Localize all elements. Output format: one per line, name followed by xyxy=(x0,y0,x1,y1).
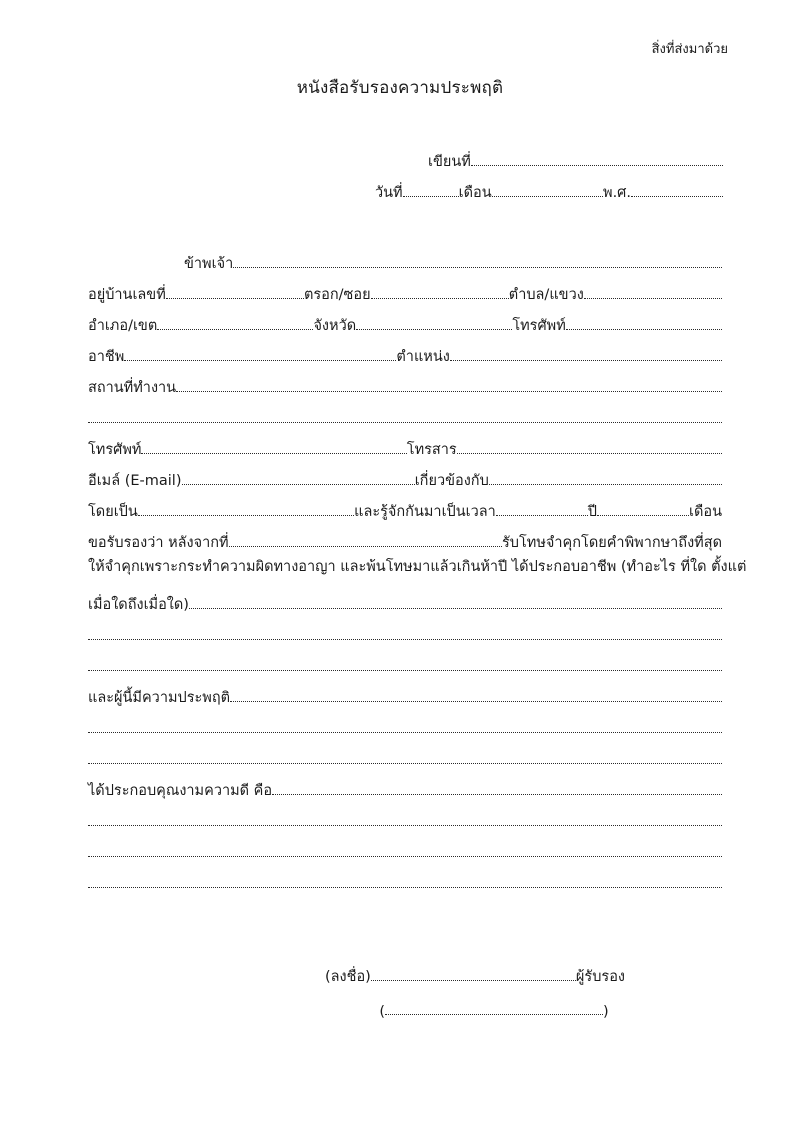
written-at-row xyxy=(375,140,723,171)
form-body xyxy=(88,242,747,893)
workplace-label: สถานที่ทำงาน xyxy=(88,379,177,396)
subdistrict-label: ตำบล/แขวง xyxy=(508,286,584,303)
subdistrict-input[interactable] xyxy=(584,298,722,299)
fax-label: โทรสาร xyxy=(406,441,457,458)
known-duration-label: และรู้จักกันมาเป็นเวลา xyxy=(354,503,496,520)
occupation-detail-input[interactable] xyxy=(189,608,722,609)
fax-input[interactable] xyxy=(457,453,722,454)
phone-label: โทรศัพท์ xyxy=(512,317,566,334)
occupation-detail-continuation-1 xyxy=(88,614,722,645)
month-label: เดือน xyxy=(458,184,492,201)
occupation-label: อาชีพ xyxy=(88,348,125,365)
relationship-duration-row xyxy=(88,490,722,521)
certify-subject-input[interactable] xyxy=(229,546,502,547)
conduct-input[interactable] xyxy=(230,701,722,702)
attachment-note: สิ่งที่ส่งมาด้วย xyxy=(651,42,728,57)
merit-continuation-input-3[interactable] xyxy=(88,887,722,888)
phone-input[interactable] xyxy=(566,329,722,330)
workplace-continuation-input[interactable] xyxy=(88,422,722,423)
header-place-date-block xyxy=(375,140,723,202)
conduct-continuation-2 xyxy=(88,738,722,769)
known-years-input[interactable] xyxy=(496,515,588,516)
conduct-label: และผู้นี้มีความประพฤติ xyxy=(88,689,231,706)
merit-row xyxy=(88,769,722,800)
certify-tail-label: รับโทษจำคุกโดยคำพิพากษาถึงที่สุด xyxy=(502,534,722,551)
signature-name-input[interactable] xyxy=(385,1014,603,1015)
written-at-label: เขียนที่ xyxy=(428,153,471,170)
certify-paragraph-line-2: ให้จำคุกเพราะกระทำความผิดทางอาญา และพ้นโทษมาแล้วเกินห้าปี ได้ประกอบอาชีพ (ทำอะไร ที่ใด ตั้งแต่ xyxy=(88,559,747,575)
email-input[interactable] xyxy=(182,484,415,485)
being-input[interactable] xyxy=(138,515,354,516)
phone-fax-row xyxy=(88,428,722,459)
phone2-input[interactable] xyxy=(141,453,406,454)
occupation-row xyxy=(88,335,722,366)
declarant-label: ข้าพเจ้า xyxy=(184,255,234,272)
house-no-label: อยู่บ้านเลขที่ xyxy=(88,286,166,303)
name-close-paren: ) xyxy=(603,1004,609,1020)
declarant-input[interactable] xyxy=(233,267,722,268)
merit-continuation-1 xyxy=(88,800,722,831)
district-input[interactable] xyxy=(157,329,313,330)
being-label: โดยเป็น xyxy=(88,503,138,520)
relation-to-input[interactable] xyxy=(489,484,722,485)
merit-continuation-input-1[interactable] xyxy=(88,825,722,826)
known-months-input[interactable] xyxy=(597,515,689,516)
workplace-continuation-row xyxy=(88,397,722,428)
email-label: อีเมล์ (E-mail) xyxy=(88,472,182,489)
merit-continuation-3 xyxy=(88,862,722,893)
merit-input[interactable] xyxy=(272,794,722,795)
district-label: อำเภอ/เขต xyxy=(88,317,158,334)
page-title: หนังสือรับรองความประพฤติ xyxy=(296,78,504,98)
workplace-input[interactable] xyxy=(176,391,722,392)
declarant-row xyxy=(88,242,722,273)
alley-input[interactable] xyxy=(371,298,509,299)
address-row xyxy=(88,273,722,304)
occupation-detail-row xyxy=(88,583,722,614)
signature-input[interactable] xyxy=(371,980,576,981)
occupation-detail-continuation-2 xyxy=(88,645,722,676)
conduct-continuation-1 xyxy=(88,707,722,738)
conduct-row xyxy=(88,676,722,707)
months-label: เดือน xyxy=(689,503,722,520)
merit-continuation-input-2[interactable] xyxy=(88,856,722,857)
district-row xyxy=(88,304,722,335)
occupation-detail-continuation-input-2[interactable] xyxy=(88,670,722,671)
year-label: พ.ศ. xyxy=(603,184,631,201)
years-label: ปี xyxy=(587,503,597,520)
position-input[interactable] xyxy=(450,360,722,361)
certify-row xyxy=(88,521,722,552)
date-row xyxy=(375,171,723,202)
conduct-continuation-input-1[interactable] xyxy=(88,732,722,733)
date-label: วันที่ xyxy=(375,184,403,201)
signature-name-row xyxy=(325,986,625,1020)
province-input[interactable] xyxy=(356,329,512,330)
occupation-detail-label: เมื่อใดถึงเมื่อใด) xyxy=(88,596,189,613)
signature-block xyxy=(325,952,625,1020)
email-relation-row xyxy=(88,459,722,490)
merit-continuation-2 xyxy=(88,831,722,862)
signature-row xyxy=(325,952,625,986)
certifier-role-label: ผู้รับรอง xyxy=(575,968,625,985)
month-input[interactable] xyxy=(492,196,603,197)
phone2-label: โทรศัพท์ xyxy=(88,441,142,458)
conduct-continuation-input-2[interactable] xyxy=(88,763,722,764)
certify-label: ขอรับรองว่า หลังจากที่ xyxy=(88,534,229,551)
occupation-input[interactable] xyxy=(124,360,396,361)
province-label: จังหวัด xyxy=(313,317,357,334)
workplace-row xyxy=(88,366,722,397)
written-at-input[interactable] xyxy=(471,165,723,166)
alley-label: ตรอก/ซอย xyxy=(303,286,371,303)
house-no-input[interactable] xyxy=(166,298,304,299)
relation-to-label: เกี่ยวข้องกับ xyxy=(414,472,489,489)
position-label: ตำแหน่ง xyxy=(396,348,450,365)
year-input[interactable] xyxy=(631,196,723,197)
signature-label: (ลงชื่อ) xyxy=(325,968,371,985)
merit-label: ได้ประกอบคุณงามความดี คือ xyxy=(88,782,273,799)
day-input[interactable] xyxy=(403,196,459,197)
name-open-paren: ( xyxy=(379,1004,385,1020)
occupation-detail-continuation-input-1[interactable] xyxy=(88,639,722,640)
